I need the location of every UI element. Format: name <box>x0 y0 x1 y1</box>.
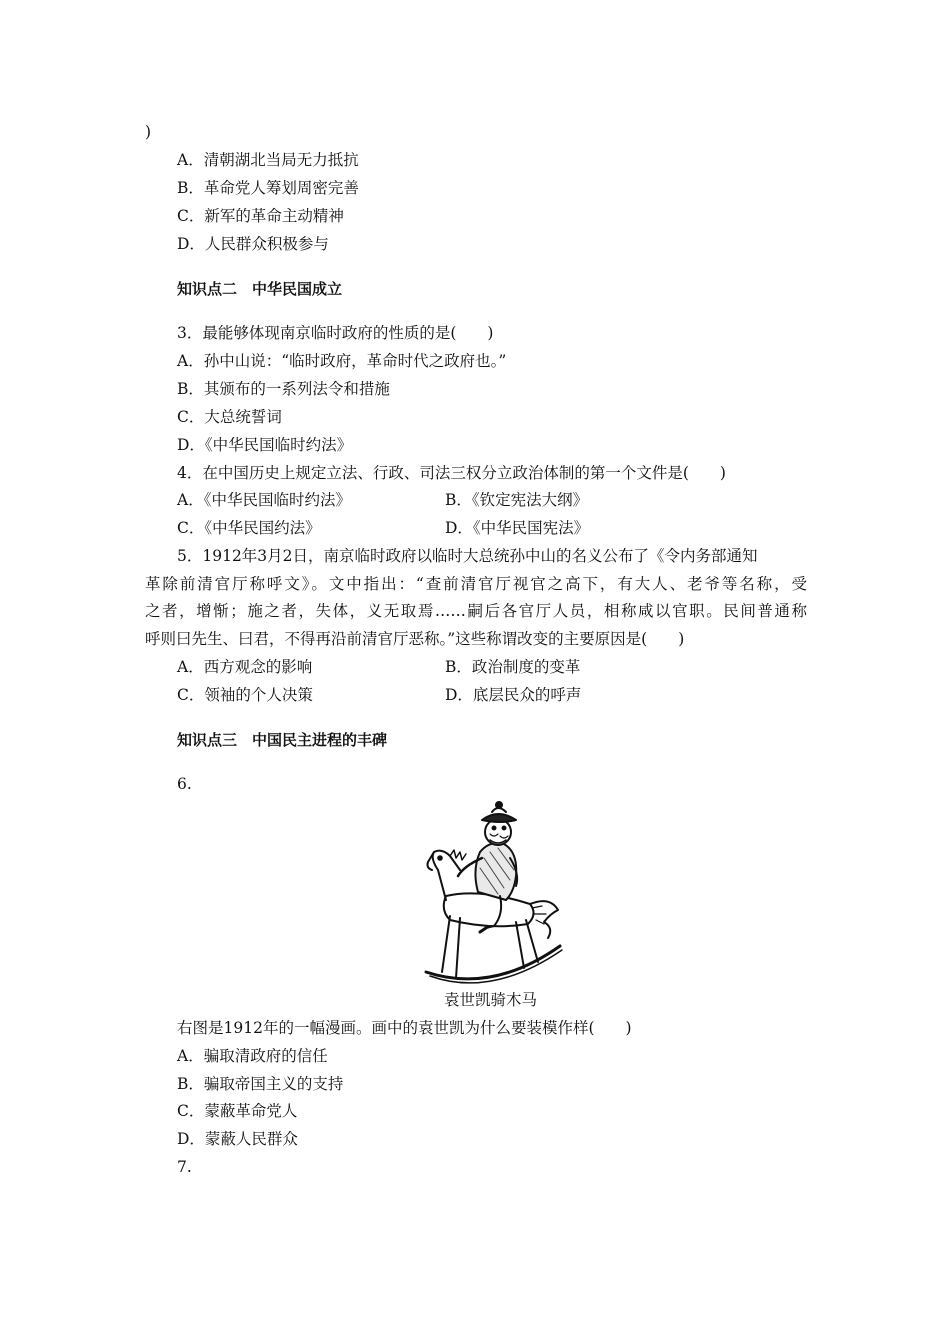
q5-stem-line-2: 革除前清官厅称呼文》。文中指出：“查前清官厅视官之高下，有大人、老爷等名称，受 <box>145 575 807 593</box>
q5-stem-line-4: 呼则曰先生、曰君，不得再沿前清官厅恶称。”这些称谓改变的主要原因是( ) <box>145 630 685 648</box>
q3-option-b: B．其颁布的一系列法令和措施 <box>177 380 390 398</box>
q6-option-d: D．蒙蔽人民群众 <box>177 1130 298 1148</box>
q2-option-d: D．人民群众积极参与 <box>177 235 329 253</box>
q6-stem: 右图是1912年的一幅漫画。画中的袁世凯为什么要装模作样( ) <box>177 1019 632 1037</box>
q3-option-c: C．大总统誓词 <box>177 408 282 426</box>
yuan-shikai-rocking-horse-cartoon <box>420 796 565 988</box>
section-heading-3: 知识点三 中国民主进程的丰碑 <box>177 731 388 749</box>
q4-option-b: B．《钦定宪法大纲》 <box>445 491 589 509</box>
q4-option-d: D．《中华民国宪法》 <box>445 519 590 537</box>
q3-option-d: D．《中华民国临时约法》 <box>177 436 353 454</box>
q6-option-a: A．骗取清政府的信任 <box>177 1047 328 1065</box>
q5-option-d: D．底层民众的呼声 <box>445 686 582 704</box>
q6-option-b: B．骗取帝国主义的支持 <box>177 1075 344 1093</box>
q7-number: 7. <box>177 1158 192 1176</box>
q4-option-c: C．《中华民国约法》 <box>177 519 321 537</box>
q4-option-a: A．《中华民国临时约法》 <box>177 491 351 509</box>
q2-option-b: B．革命党人筹划周密完善 <box>177 179 359 197</box>
q6-option-c: C．蒙蔽革命党人 <box>177 1102 298 1120</box>
q6-figure-caption: 袁世凯骑木马 <box>444 991 538 1009</box>
q6-number: 6. <box>177 775 192 793</box>
q3-option-a: A．孙中山说：“临时政府，革命时代之政府也。” <box>177 352 507 370</box>
q5-option-c: C．领袖的个人决策 <box>177 686 313 704</box>
q5-option-b: B．政治制度的变革 <box>445 658 581 676</box>
section-heading-2: 知识点二 中华民国成立 <box>177 280 343 298</box>
q5-stem-line-3: 之者，增惭；施之者，失体，义无取焉……嗣后各官厅人员，相称咸以官职。民间普通称 <box>145 602 807 620</box>
q5-option-a: A．西方观念的影响 <box>177 658 313 676</box>
q4-stem: 4．在中国历史上规定立法、行政、司法三权分立政治体制的第一个文件是( ) <box>177 464 726 482</box>
q2-option-c: C．新军的革命主动精神 <box>177 207 344 225</box>
q2-stem-tail: ) <box>145 123 152 141</box>
q5-stem-line-1: 5．1912年3月2日，南京临时政府以临时大总统孙中山的名义公布了《令内务部通知 <box>177 547 758 565</box>
q2-option-a: A．清朝湖北当局无力抵抗 <box>177 151 359 169</box>
q3-stem: 3．最能够体现南京临时政府的性质的是( ) <box>177 324 494 342</box>
